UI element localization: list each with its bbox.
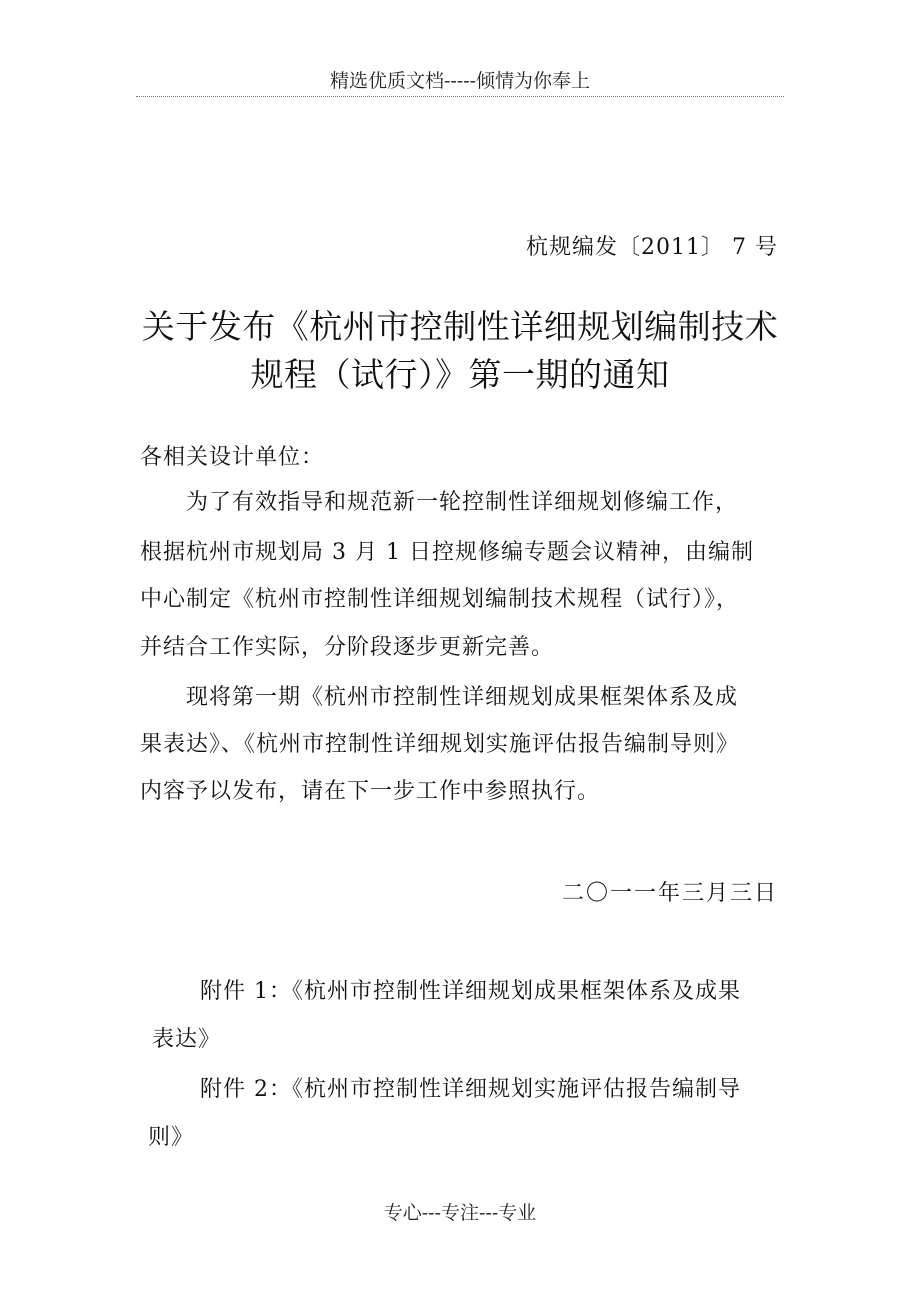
document-title-line-2: 规程（试行）》第一期的通知 [250, 355, 670, 394]
document-title-line-1: 关于发布《杭州市控制性详细规划编制技术 [141, 307, 779, 346]
document-date: 二〇一一年三月三日 [561, 881, 778, 906]
header-divider [136, 96, 784, 97]
attachment-2-line-1: 附件 2：《杭州市控制性详细规划实施评估报告编制导 [200, 1077, 741, 1102]
page-header: 精选优质文档-----倾情为你奉上 [329, 70, 591, 92]
attachment-2-line-2: 则》 [148, 1125, 195, 1150]
document-number: 杭规编发〔2011〕 7 号 [526, 235, 778, 260]
paragraph-1-line-4: 并结合工作实际，分阶段逐步更新完善。 [140, 635, 555, 660]
page-footer: 专心---专注---专业 [383, 1202, 537, 1224]
attachment-1-line-2: 表达》 [152, 1027, 222, 1052]
attachment-1-line-1: 附件 1：《杭州市控制性详细规划成果框架体系及成果 [200, 979, 741, 1004]
paragraph-1-line-1: 为了有效指导和规范新一轮控制性详细规划修编工作， [186, 490, 739, 515]
paragraph-1-line-3: 中心制定《杭州市控制性详细规划编制技术规程（试行）》， [140, 587, 740, 612]
paragraph-2-line-1: 现将第一期《杭州市控制性详细规划成果框架体系及成 [186, 685, 739, 710]
paragraph-2-line-3: 内容予以发布，请在下一步工作中参照执行。 [140, 779, 601, 804]
salutation: 各相关设计单位： [140, 445, 325, 470]
paragraph-2-line-2: 果表达》、《杭州市控制性详细规划实施评估报告编制导则》 [140, 732, 740, 757]
paragraph-1-line-2: 根据杭州市规划局 3 月 1 日控规修编专题会议精神，由编制 [140, 540, 754, 565]
